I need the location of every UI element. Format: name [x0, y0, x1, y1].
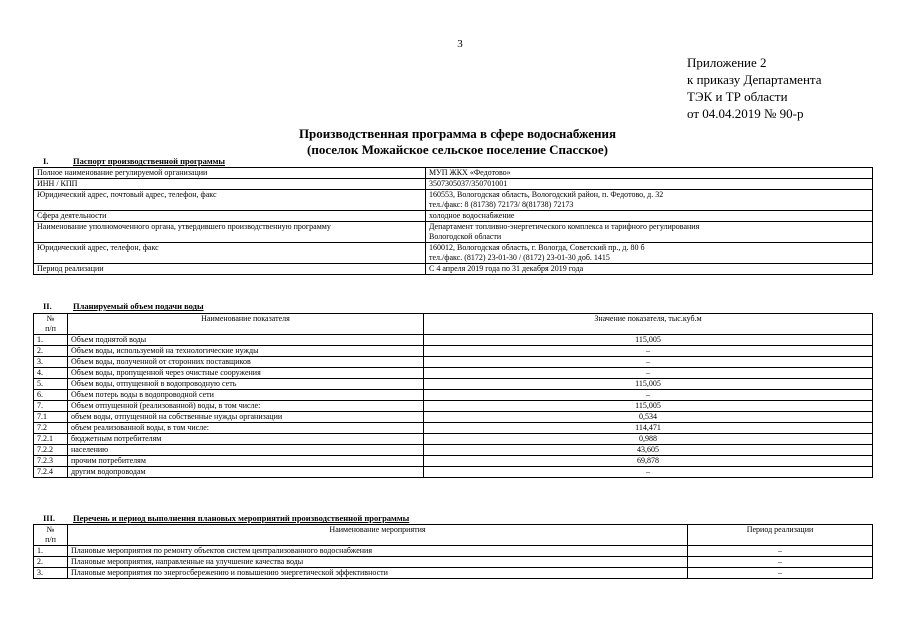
column-header-name: Наименование показателя	[68, 314, 424, 335]
indicator-name: Объем воды, полученной от сторонних поставщиков	[68, 357, 424, 368]
table-row	[34, 423, 873, 434]
row-number: 6.	[34, 390, 68, 401]
section-number: II.	[43, 301, 52, 311]
measure-period: –	[688, 568, 873, 579]
table-header-row	[34, 525, 873, 546]
column-header-period: Период реализации	[688, 525, 873, 546]
row-number: 5.	[34, 379, 68, 390]
title-line: Производственная программа в сфере водоснабжения	[298, 126, 617, 141]
table-row	[34, 335, 873, 346]
indicator-name: Объем потерь воды в водопроводной сети	[68, 390, 424, 401]
measure-period: –	[688, 557, 873, 568]
passport-label: Сфера деятельности	[34, 211, 426, 222]
row-number: 2.	[34, 557, 68, 568]
indicator-value: –	[424, 357, 873, 368]
indicator-name: Объем воды, пропущенной через очистные сооружения	[68, 368, 424, 379]
indicator-name: объем реализованной воды, в том числе:	[68, 423, 424, 434]
table-row	[34, 346, 873, 357]
passport-value: холодное водоснабжение	[426, 211, 873, 222]
column-header-number	[34, 314, 68, 335]
row-number: 7.2	[34, 423, 68, 434]
indicator-name: Объем отпущенной (реализованной) воды, в том числе:	[68, 401, 424, 412]
table-row	[34, 557, 873, 568]
page-number: 3	[457, 38, 463, 50]
table-row	[34, 357, 873, 368]
measure-name: Плановые мероприятия по ремонту объектов систем централизованного водоснабжения	[68, 546, 688, 557]
section-title: Планируемый объем подачи воды	[73, 301, 204, 311]
passport-value	[426, 190, 873, 211]
table-row	[34, 243, 873, 264]
passport-value: 3507305037/350701001	[426, 179, 873, 190]
passport-value: С 4 апреля 2019 года по 31 декабря 2019 года	[426, 264, 873, 275]
table-row	[34, 190, 873, 211]
passport-value	[426, 222, 873, 243]
section-title: Паспорт производственной программы	[73, 156, 226, 166]
row-number: 7.2.2	[34, 445, 68, 456]
header-line: №	[46, 314, 55, 323]
indicator-name: объем воды, отпущенной на собственные нужды организации	[68, 412, 424, 423]
table-row	[34, 546, 873, 557]
passport-label: ИНН / КПП	[34, 179, 426, 190]
passport-value-line: тел./факс: 8 (81738) 72173/ 8(81738) 72173	[429, 200, 574, 209]
row-number: 3.	[34, 568, 68, 579]
row-number: 1.	[34, 335, 68, 346]
column-header-number	[34, 525, 68, 546]
title-line: (поселок Можайское сельское поселение Спасское)	[307, 142, 608, 157]
passport-value	[426, 243, 873, 264]
indicator-name: Объем поднятой воды	[68, 335, 424, 346]
header-line: №	[46, 525, 55, 534]
indicator-name: бюджетным потребителям	[68, 434, 424, 445]
row-number: 7.	[34, 401, 68, 412]
indicator-value: –	[424, 368, 873, 379]
appendix-line: Приложение 2	[687, 55, 767, 70]
table-header-row	[34, 314, 873, 335]
appendix-line: ТЭК и ТР области	[687, 89, 788, 104]
section-number: III.	[43, 513, 56, 523]
appendix-block	[687, 54, 822, 122]
indicator-value: –	[424, 390, 873, 401]
section-2-heading	[33, 301, 204, 311]
water-volume-table	[33, 313, 873, 478]
row-number: 7.1	[34, 412, 68, 423]
indicator-name: населению	[68, 445, 424, 456]
indicator-value: –	[424, 467, 873, 478]
table-row	[34, 467, 873, 478]
indicator-value: 43,605	[424, 445, 873, 456]
indicator-value: 115,005	[424, 401, 873, 412]
table-row	[34, 222, 873, 243]
measure-name: Плановые мероприятия по энергосбережению и повышению энергетической эффективности	[68, 568, 688, 579]
table-row	[34, 368, 873, 379]
header-line: п/п	[45, 324, 56, 333]
table-row	[34, 168, 873, 179]
indicator-name: Объем воды, отпущенной в водопроводную сеть	[68, 379, 424, 390]
section-1-heading	[33, 156, 225, 166]
row-number: 7.2.3	[34, 456, 68, 467]
passport-value-line: тел./факс. (8172) 23-01-30 / (8172) 23-01-30 доб. 1415	[429, 253, 610, 262]
measures-table	[33, 524, 873, 579]
passport-value-line: Департамент топливно-энергетического комплекса и тарифного регулирования	[429, 222, 700, 231]
row-number: 7.2.1	[34, 434, 68, 445]
table-row	[34, 434, 873, 445]
row-number: 3.	[34, 357, 68, 368]
row-number: 7.2.4	[34, 467, 68, 478]
passport-value-line: 160553, Вологодская область, Вологодский район, п. Федотово, д. 32	[429, 190, 664, 199]
passport-value-line: Вологодской области	[429, 232, 502, 241]
section-title: Перечень и период выполнения плановых мероприятий производственной программы	[73, 513, 410, 523]
table-row	[34, 390, 873, 401]
passport-label: Юридический адрес, почтовый адрес, телефон, факс	[34, 190, 426, 211]
table-row	[34, 179, 873, 190]
indicator-value: 69,878	[424, 456, 873, 467]
passport-value: МУП ЖКХ «Федотово»	[426, 168, 873, 179]
column-header-name: Наименование мероприятия	[68, 525, 688, 546]
indicator-value: 115,005	[424, 379, 873, 390]
indicator-value: 115,005	[424, 335, 873, 346]
indicator-value: 0,534	[424, 412, 873, 423]
row-number: 1.	[34, 546, 68, 557]
header-line: п/п	[45, 535, 56, 544]
document-title	[0, 126, 905, 158]
row-number: 2.	[34, 346, 68, 357]
indicator-name: прочим потребителям	[68, 456, 424, 467]
table-row	[34, 445, 873, 456]
indicator-name: Объем воды, используемой на технологические нужды	[68, 346, 424, 357]
passport-label: Период реализации	[34, 264, 426, 275]
passport-table	[33, 167, 873, 275]
section-number: I.	[43, 156, 49, 166]
indicator-value: –	[424, 346, 873, 357]
indicator-name: другим водопроводам	[68, 467, 424, 478]
table-row	[34, 264, 873, 275]
table-row	[34, 412, 873, 423]
table-row	[34, 211, 873, 222]
section-3-heading	[33, 513, 409, 523]
measure-period: –	[688, 546, 873, 557]
passport-label: Юридический адрес, телефон, факс	[34, 243, 426, 264]
measure-name: Плановые мероприятия, направленные на улучшение качества воды	[68, 557, 688, 568]
passport-label: Наименование уполномоченного органа, утвердившего производственную программу	[34, 222, 426, 243]
table-row	[34, 456, 873, 467]
indicator-value: 0,988	[424, 434, 873, 445]
appendix-line: от 04.04.2019 № 90-р	[687, 106, 804, 121]
appendix-line: к приказу Департамента	[687, 72, 822, 87]
table-row	[34, 568, 873, 579]
column-header-value: Значение показателя, тыс.куб.м	[424, 314, 873, 335]
row-number: 4.	[34, 368, 68, 379]
table-row	[34, 401, 873, 412]
passport-label: Полное наименование регулируемой организации	[34, 168, 426, 179]
passport-value-line: 160012, Вологодская область, г. Вологда, Советский пр., д. 80 б	[429, 243, 645, 252]
table-row	[34, 379, 873, 390]
indicator-value: 114,471	[424, 423, 873, 434]
